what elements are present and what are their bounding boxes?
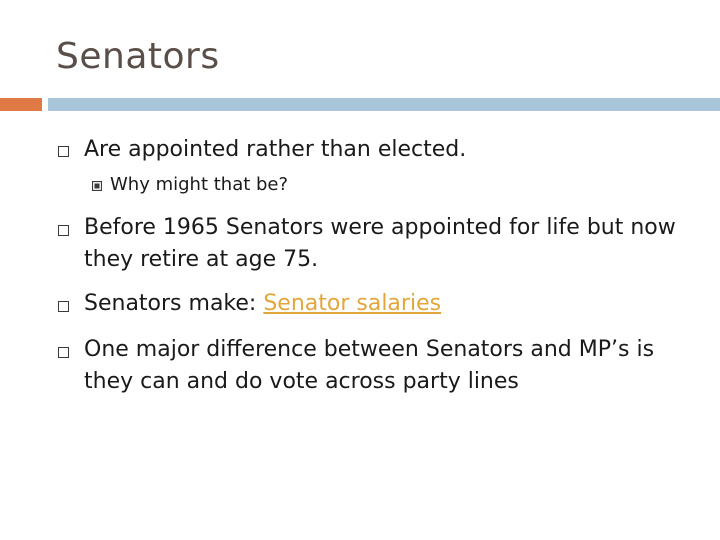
bullet-item [84, 288, 684, 320]
bullet-box-icon [58, 146, 69, 157]
bullet-text: Senators make: [84, 291, 264, 316]
bullet-text: Before 1965 Senators were appointed for life but now they retire at age 75. [84, 215, 676, 272]
bullet-box-icon [58, 301, 69, 312]
bullet-text: Are appointed rather than elected. [84, 137, 467, 162]
sub-bullet-square-icon [92, 181, 102, 191]
bullet-item [84, 212, 694, 276]
sub-bullet-text: Why might that be? [110, 174, 289, 195]
bullet-item [84, 134, 684, 166]
bullet-box-icon [58, 225, 69, 236]
bullet-box-icon [58, 347, 69, 358]
bullet-item [84, 334, 694, 398]
senator-salaries-link[interactable]: Senator salaries [263, 291, 442, 316]
slide-title: Senators [56, 36, 220, 77]
bullet-text: One major difference between Senators and MP’s is they can and do vote across party lines [84, 337, 655, 394]
